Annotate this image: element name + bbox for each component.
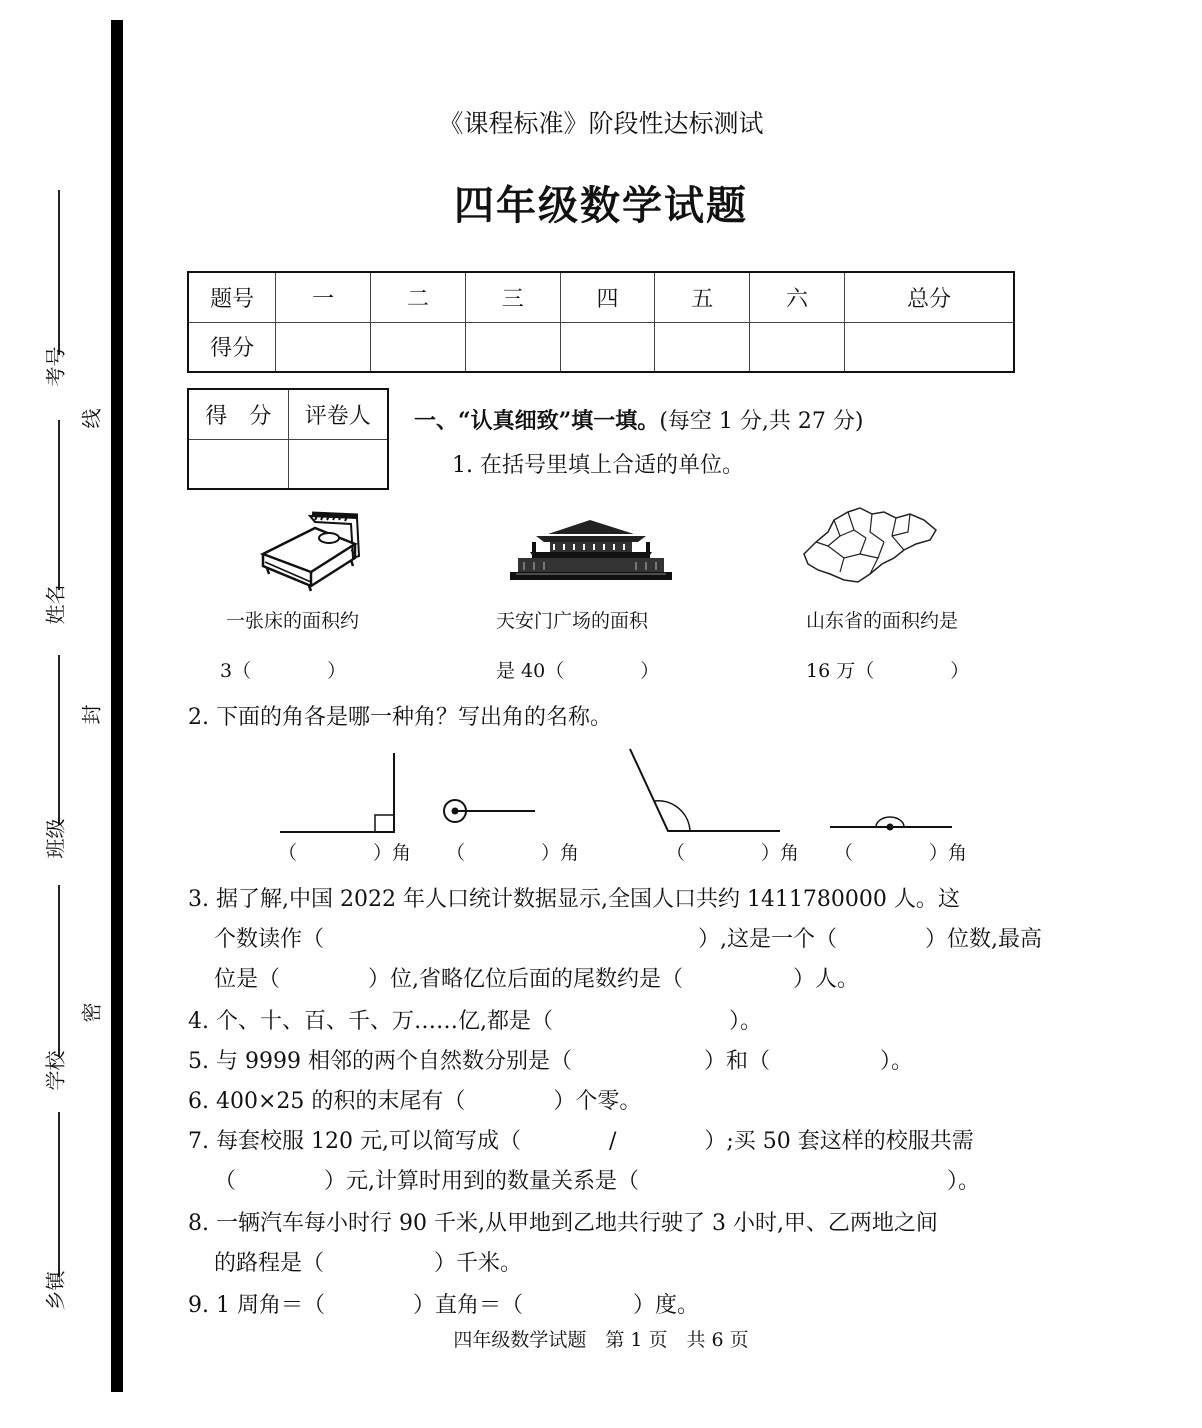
- bed-picture: [255, 510, 370, 592]
- q3-line-1: 3. 据了解,中国 2022 年人口统计数据显示,全国人口共约 1411780000 人。这: [188, 887, 960, 912]
- score-cell[interactable]: [276, 322, 371, 372]
- score-table-row-label: 题号: [188, 272, 276, 322]
- q2-text: 2. 下面的角各是哪一种角？写出角的名称。: [188, 705, 612, 730]
- q1-caption-1: 一张床的面积约: [226, 610, 360, 632]
- zero-angle-icon: [444, 800, 535, 822]
- obtuse-angle-icon: [630, 749, 780, 831]
- q5-text[interactable]: 5. 与 9999 相邻的两个自然数分别是（ ）和（ ）。: [188, 1049, 913, 1074]
- page-footer: 四年级数学试题 第 1 页 共 6 页: [453, 1329, 749, 1351]
- q9-text[interactable]: 9. 1 周角＝（ ）直角＝（ ）度。: [188, 1293, 699, 1318]
- q3-line-3[interactable]: 位是（ ）位,省略亿位后面的尾数约是（ ）人。: [214, 967, 859, 992]
- straight-angle-icon: [830, 817, 952, 831]
- score-cell[interactable]: [750, 322, 845, 372]
- q8-line-1: 8. 一辆汽车每小时行 90 千米,从甲地到乙地共行驶了 3 小时,甲、乙两地之间: [188, 1211, 938, 1236]
- score-col-total: 总分: [844, 272, 1014, 322]
- q1-caption-3: 山东省的面积约是: [806, 610, 959, 632]
- xian-label: 线: [79, 408, 104, 429]
- q2-blank-1[interactable]: （ ）角: [278, 842, 412, 864]
- score-cell[interactable]: [655, 322, 750, 372]
- section1-note: (每空 1 分,共 27 分): [659, 409, 864, 434]
- q2-blank-2[interactable]: （ ）角: [446, 842, 580, 864]
- q2-blank-4[interactable]: （ ）角: [834, 842, 968, 864]
- section1-heading-row: [414, 404, 863, 435]
- right-angle-icon: [280, 753, 394, 832]
- xuexiao-line: [58, 885, 60, 1057]
- score-table-score-row: [188, 322, 1014, 372]
- xiangzhen-line: [58, 1112, 60, 1277]
- kaohao-label: 考号: [43, 346, 68, 387]
- score-cell[interactable]: [371, 322, 466, 372]
- score-col-1: 一: [276, 272, 371, 322]
- q7-line-1[interactable]: 7. 每套校服 120 元,可以简写成（ / ）;买 50 套这样的校服共需: [188, 1129, 974, 1154]
- score-col-4: 四: [560, 272, 655, 322]
- q1-caption-2: 天安门广场的面积: [496, 610, 649, 632]
- q1-text: 1. 在括号里填上合适的单位。: [452, 453, 744, 478]
- feng-label: 封: [79, 704, 104, 725]
- grader-score-cell[interactable]: [188, 439, 288, 489]
- section1-heading: 一、“认真细致”填一填。: [414, 408, 660, 434]
- score-cell[interactable]: [844, 322, 1014, 372]
- q1-answer-1[interactable]: 3（ ）: [220, 660, 347, 682]
- banji-label: 班级: [43, 818, 68, 859]
- score-col-6: 六: [750, 272, 845, 322]
- exam-title: 四年级数学试题: [454, 182, 748, 229]
- xingming-label: 姓名: [43, 584, 68, 625]
- tiananmen-picture: [510, 514, 672, 582]
- shandong-map-picture: [800, 502, 942, 586]
- xingming-line: [58, 420, 60, 590]
- mi-label: 密: [79, 1002, 104, 1023]
- q4-text[interactable]: 4. 个、十、百、千、万……亿,都是（ ）。: [188, 1009, 762, 1034]
- score-col-5: 五: [655, 272, 750, 322]
- q1-answer-2[interactable]: 是 40（ ）: [496, 660, 660, 682]
- q3-line-2[interactable]: 个数读作（ ）,这是一个（ ）位数,最高: [214, 927, 1042, 952]
- score-cell[interactable]: [560, 322, 655, 372]
- grader-table: [187, 388, 389, 490]
- xuexiao-label: 学校: [43, 1050, 68, 1091]
- grader-name-label: 评卷人: [288, 389, 388, 439]
- q2-blank-3[interactable]: （ ）角: [666, 842, 800, 864]
- q7-line-2[interactable]: （ ）元,计算时用到的数量关系是（ ）。: [214, 1169, 980, 1194]
- q6-text[interactable]: 6. 400×25 的积的末尾有（ ）个零。: [188, 1089, 642, 1114]
- banji-line: [58, 655, 60, 825]
- score-table-score-label: 得分: [188, 322, 276, 372]
- q8-line-2[interactable]: 的路程是（ ）千米。: [214, 1251, 523, 1276]
- score-cell[interactable]: [465, 322, 560, 372]
- score-col-2: 二: [371, 272, 466, 322]
- score-col-3: 三: [465, 272, 560, 322]
- score-table-header-row: [188, 272, 1014, 322]
- score-table: [187, 271, 1015, 373]
- grader-score-label: 得 分: [188, 389, 288, 439]
- angle-figures: [270, 745, 970, 840]
- xiangzhen-label: 乡镇: [43, 1270, 68, 1311]
- q1-answer-3[interactable]: 16 万（ ）: [806, 660, 970, 682]
- exam-subtitle: 《课程标准》阶段性达标测试: [438, 109, 764, 138]
- grader-name-cell[interactable]: [288, 439, 388, 489]
